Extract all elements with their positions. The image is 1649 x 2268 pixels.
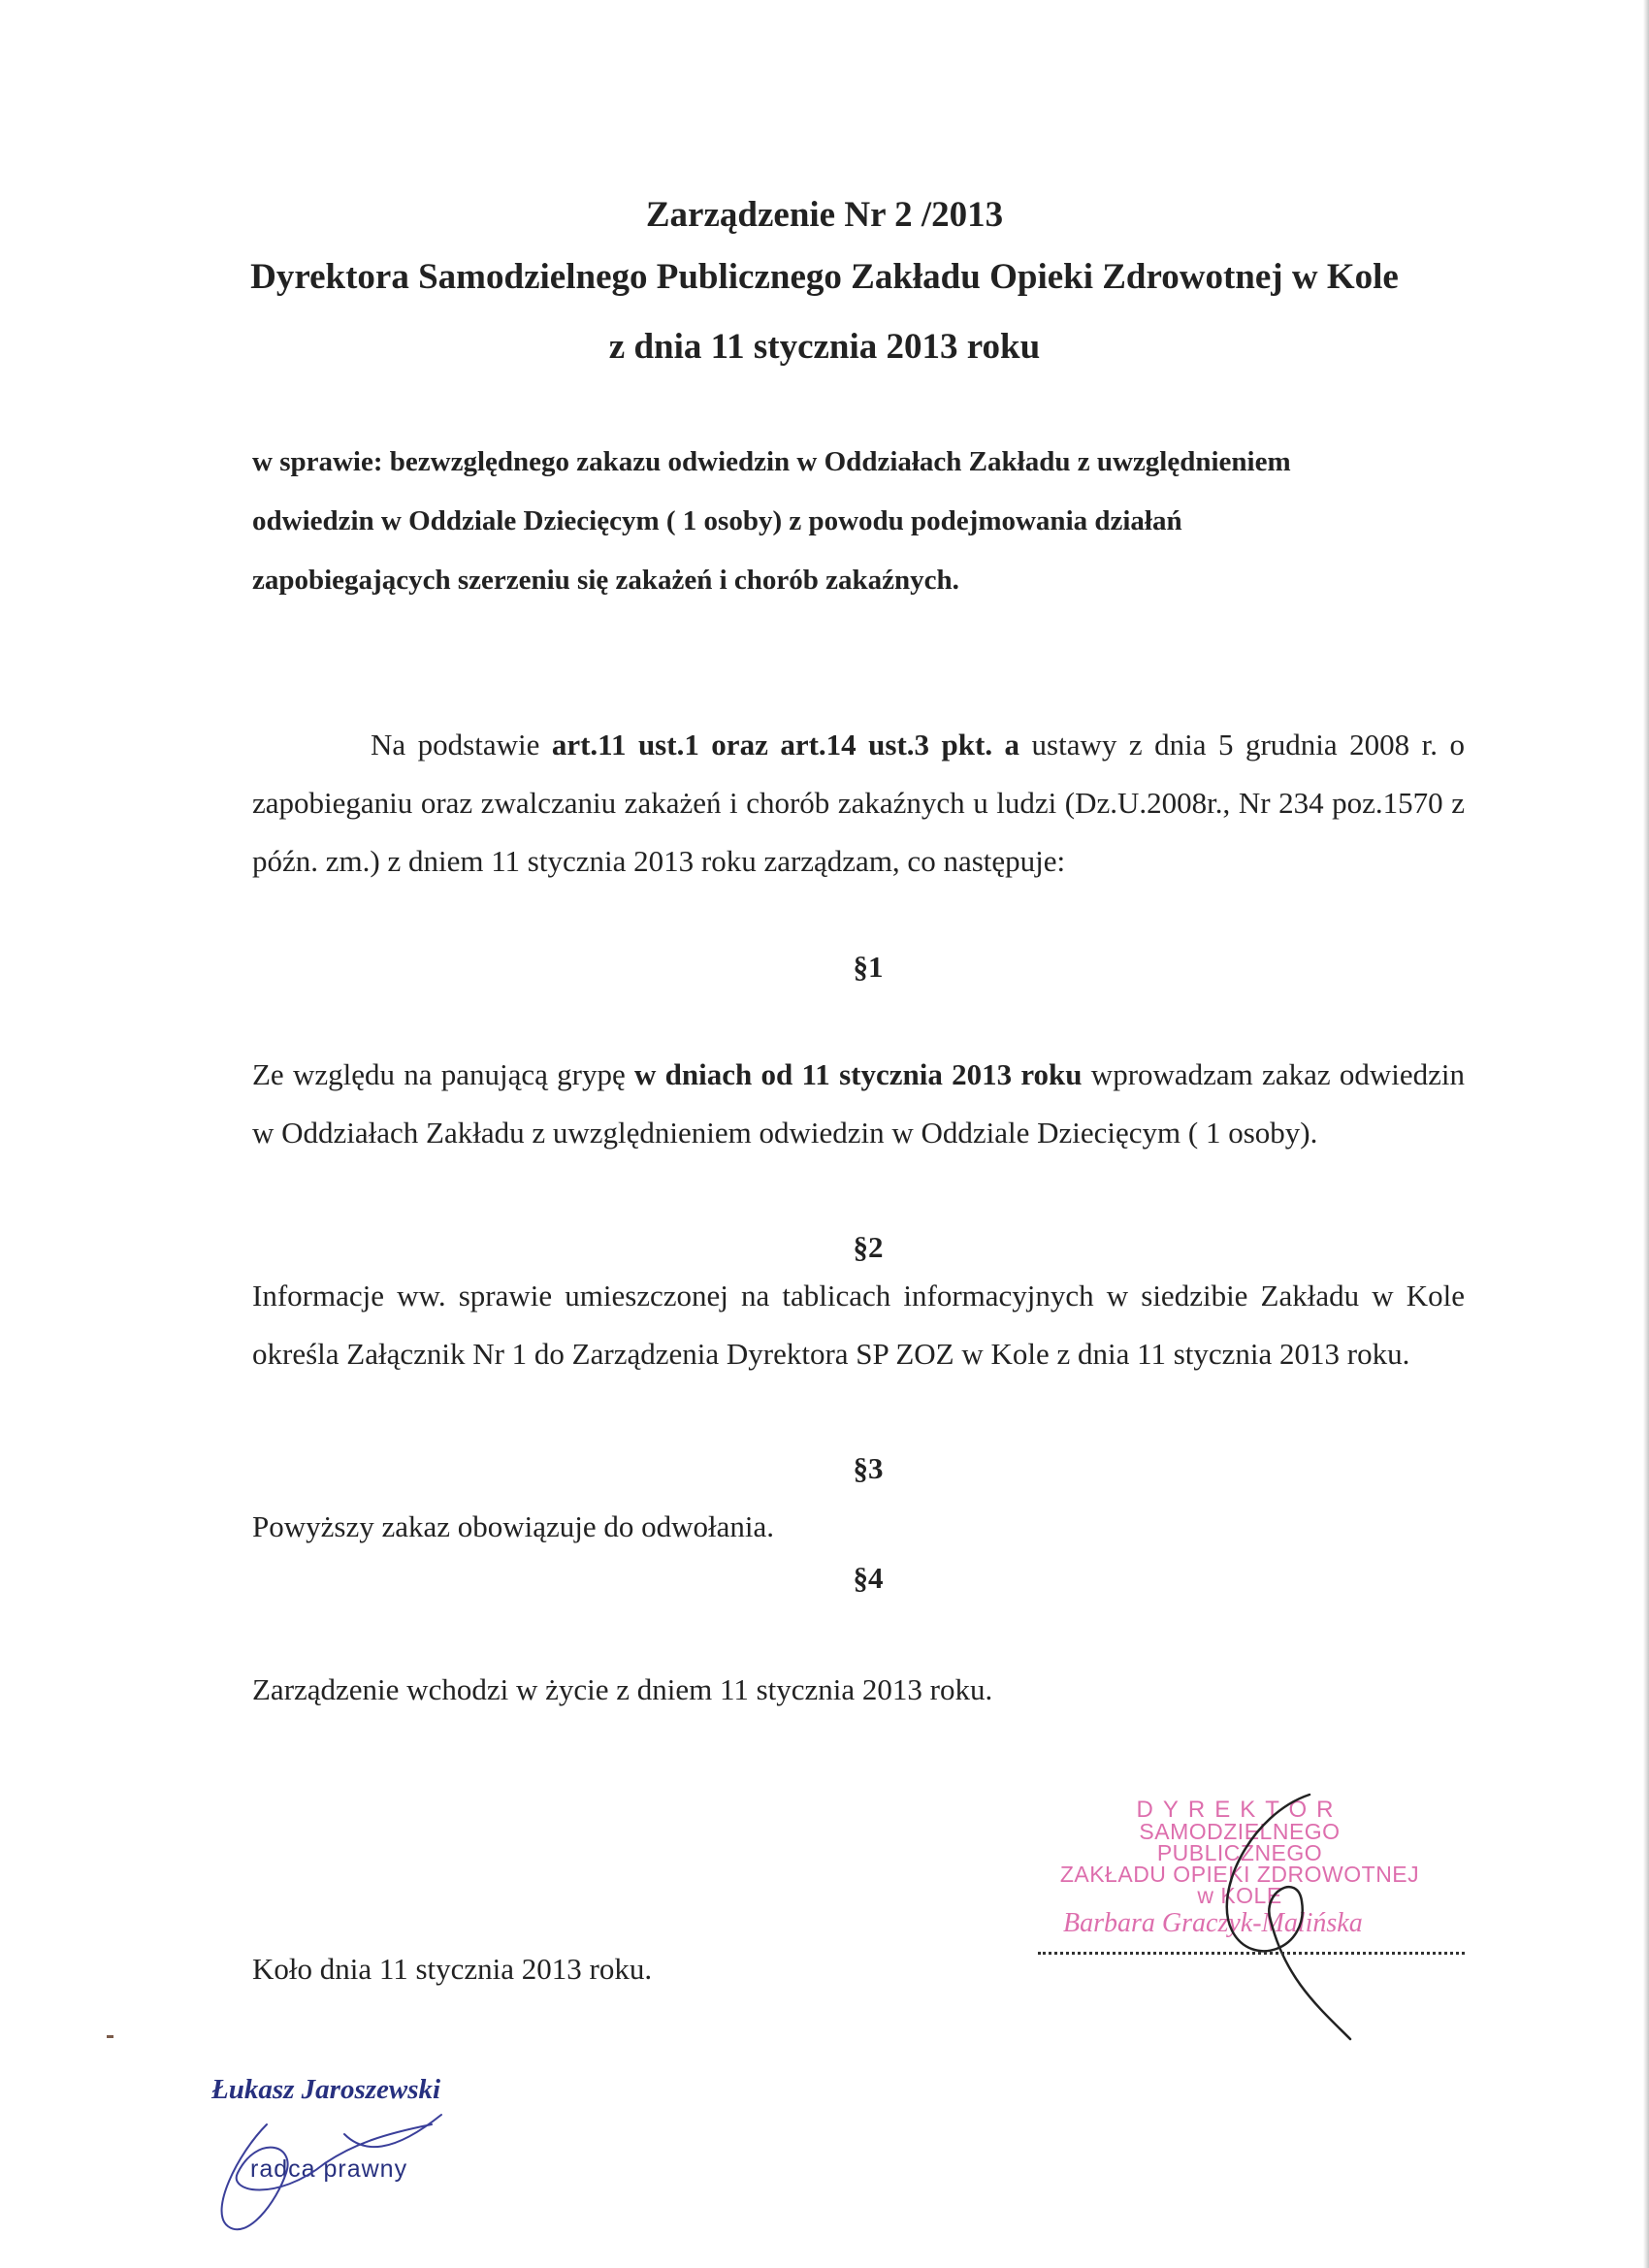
preamble-pre: Na podstawie xyxy=(371,728,552,761)
subject-line-1: w sprawie: bezwzględnego zakazu odwiedzin w Oddziałach Zakładu z uwzględnieniem xyxy=(252,446,1291,477)
director-signature xyxy=(1193,1785,1368,2047)
order-number-heading: Zarządzenie Nr 2 /2013 xyxy=(645,195,1004,235)
date-heading: z dnia 11 stycznia 2013 roku xyxy=(608,327,1041,367)
section-3-sign: §3 xyxy=(853,1451,884,1485)
section-1-pre: Ze względu na panującą grypę xyxy=(252,1057,635,1091)
section-1-bold: w dniach od 11 stycznia 2013 roku xyxy=(634,1057,1083,1091)
preamble-post: ustawy z dnia 5 grudnia 2008 r. o zapobieganiu oraz zwalczaniu zakażeń i chorób zakaźnych u ludzi (Dz.U.2008r., Nr 234 poz.1570 z późn. zm.) z dniem 11 stycznia 2013 roku zarządzam, co następuje: xyxy=(252,728,1465,878)
section-3-text: Powyższy zakaz obowiązuje do odwołania. xyxy=(252,1509,775,1543)
legal-counsel-title: radca prawny xyxy=(250,2155,408,2183)
director-stamp-line-3: ZAKŁADU OPIEKI ZDROWOTNEJ xyxy=(1059,1862,1420,1887)
scan-mark xyxy=(107,2035,113,2038)
section-2-sign: §2 xyxy=(853,1230,884,1264)
subject xyxy=(252,433,1465,610)
director-stamp-line-1: DYREKTOR xyxy=(1136,1797,1343,1823)
signature-line xyxy=(1038,1952,1465,1955)
subject-line-2: odwiedzin w Oddziale Dziecięcym ( 1 osoby) z powodu podejmowania działań xyxy=(252,505,1182,536)
legal-counsel-name: Łukasz Jaroszewski xyxy=(211,2074,441,2105)
section-2-text: Informacje ww. sprawie umieszczonej na tablicach informacyjnych w siedzibie Zakładu w Kole określa Załącznik Nr 1 do Zarządzenia Dyrektora SP ZOZ w Kole z dnia 11 stycznia 2013 roku. xyxy=(252,1279,1465,1371)
director-stamp-line-2: SAMODZIELNEGO PUBLICZNEGO xyxy=(1139,1819,1341,1865)
issuer-heading: Dyrektora Samodzielnego Publicznego Zakładu Opieki Zdrowotnej w Kole xyxy=(250,257,1399,297)
director-stamp-name: Barbara Graczyk-Malińska xyxy=(1063,1908,1363,1938)
preamble-legal-basis: art.11 ust.1 oraz art.14 ust.3 pkt. a xyxy=(551,728,1020,761)
section-4-text: Zarządzenie wchodzi w życie z dniem 11 stycznia 2013 roku. xyxy=(252,1672,993,1706)
legal-counsel-signature xyxy=(199,2095,490,2251)
place-date: Koło dnia 11 stycznia 2013 roku. xyxy=(252,1952,653,1986)
director-stamp-line-4: w KOLE xyxy=(1197,1883,1282,1908)
section-1-post: wprowadzam zakaz odwiedzin w Oddziałach Zakładu z uwzględnieniem odwiedzin w Oddziale Dziecięcym ( 1 osoby). xyxy=(252,1057,1465,1150)
section-4-sign: §4 xyxy=(853,1561,884,1595)
preamble xyxy=(252,716,1465,891)
section-1-text xyxy=(252,1046,1465,1162)
section-1-sign: §1 xyxy=(853,950,884,984)
subject-line-3: zapobiegających szerzeniu się zakażeń i chorób zakaźnych. xyxy=(252,565,959,596)
